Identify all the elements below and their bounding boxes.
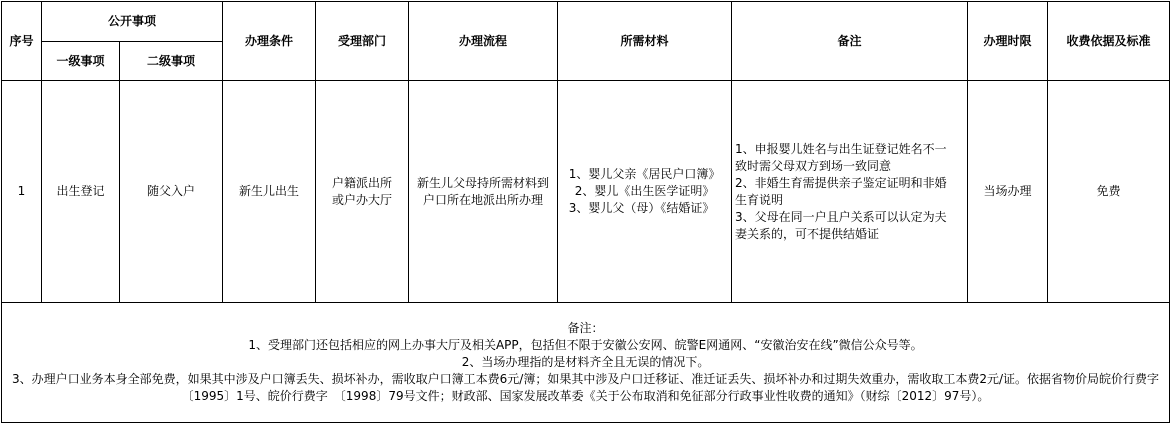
remarks-line: 致时需父母双方到场一致同意 bbox=[735, 158, 892, 173]
materials-line: 2、婴儿《出生医学证明》 bbox=[574, 184, 715, 198]
notes-item: 3、办理户口业务本身全部免费，如果其中涉及户口簿丢失、损坏补办，需收取户口簿工本费6元/簿；如果其中涉及户口迁移证、准迁证丢失、损坏补办和过期失效重办，需收取工本费2元/证。依据省物价局皖价行费字〔1995〕1号、皖价行费字 〔1998〕79号文件；财政部、国家发展改革委《关于公布取消和免征部分行政事业性收费的通知》（财综〔2012〕97号）。 bbox=[12, 372, 1159, 403]
cell-department bbox=[316, 81, 409, 303]
notes-item: 2、当场办理指的是材料齐全且无误的情况下。 bbox=[461, 355, 710, 369]
remarks-line: 生育说明 bbox=[735, 192, 784, 207]
materials-line: 3、婴儿父（母）《结婚证》 bbox=[568, 201, 715, 215]
header-process: 办理流程 bbox=[409, 2, 558, 81]
header-materials: 所需材料 bbox=[558, 2, 732, 81]
header-level2: 二级事项 bbox=[120, 42, 223, 81]
service-table bbox=[1, 1, 1170, 423]
cell-time-limit: 当场办理 bbox=[968, 81, 1048, 303]
notes-item: 1、受理部门还包括相应的网上办事大厅及相关APP，包括但不限于安徽公安网、皖警E网通网、“安徽治安在线”微信公众号等。 bbox=[248, 338, 923, 352]
header-public-items: 公开事项 bbox=[42, 2, 223, 42]
remarks-line: 妻关系的，可不提供结婚证 bbox=[735, 226, 880, 241]
remarks-line: 2、非婚生育需提供亲子鉴定证明和非婚 bbox=[735, 175, 947, 190]
process-line: 新生儿父母持所需材料到 bbox=[417, 175, 550, 190]
cell-seq: 1 bbox=[2, 81, 42, 303]
materials-line: 1、婴儿父亲《居民户口簿》 bbox=[568, 167, 721, 181]
header-remarks: 备注 bbox=[732, 2, 968, 81]
header-row-1 bbox=[2, 2, 1170, 42]
remarks-line: 1、申报婴儿姓名与出生证登记姓名不一 bbox=[735, 141, 947, 156]
cell-level1: 出生登记 bbox=[42, 81, 120, 303]
cell-remarks bbox=[732, 81, 968, 303]
department-line: 或户办大厅 bbox=[332, 192, 393, 207]
header-conditions: 办理条件 bbox=[223, 2, 316, 81]
cell-level2: 随父入户 bbox=[120, 81, 223, 303]
cell-fee: 免费 bbox=[1048, 81, 1170, 303]
notes-row bbox=[2, 303, 1170, 423]
process-line: 户口所在地派出所办理 bbox=[423, 192, 544, 207]
cell-conditions: 新生儿出生 bbox=[223, 81, 316, 303]
remarks-line: 3、父母在同一户且户关系可以认定为夫 bbox=[735, 209, 947, 224]
header-level1: 一级事项 bbox=[42, 42, 120, 81]
header-seq: 序号 bbox=[2, 2, 42, 81]
notes-cell bbox=[2, 303, 1170, 423]
header-fee-basis: 收费依据及标准 bbox=[1048, 2, 1170, 81]
header-department: 受理部门 bbox=[316, 2, 409, 81]
cell-materials bbox=[558, 81, 732, 303]
cell-process bbox=[409, 81, 558, 303]
department-line: 户籍派出所 bbox=[332, 175, 393, 190]
notes-title: 备注： bbox=[567, 321, 604, 335]
table-row bbox=[2, 81, 1170, 303]
header-time-limit: 办理时限 bbox=[968, 2, 1048, 81]
